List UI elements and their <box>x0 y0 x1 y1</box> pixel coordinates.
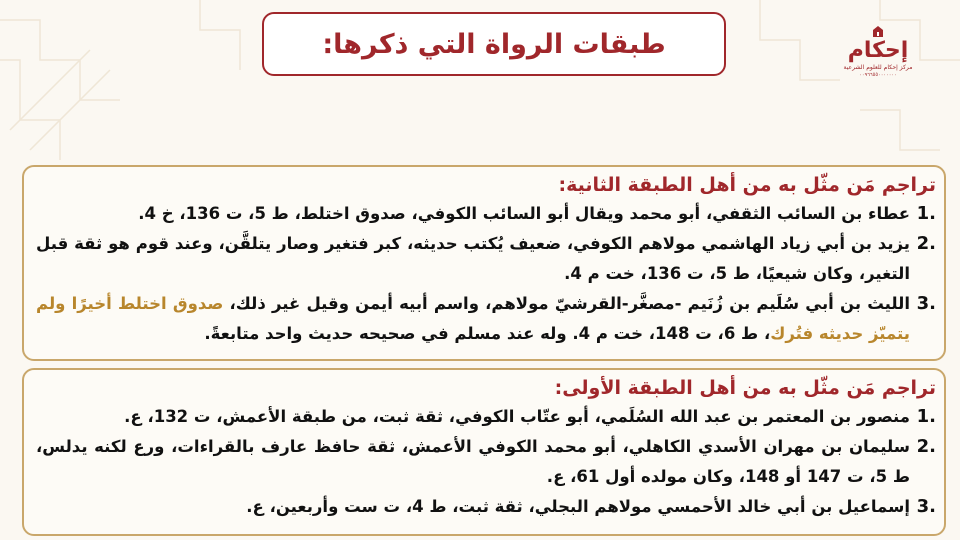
list-item <box>36 432 936 492</box>
list-item <box>36 402 936 432</box>
item-text: يزيد بن أبي زياد الهاشمي مولاهم الكوفي، ضعيف يُكتب حديثه، كبر فتغير وصار يتلقَّن، وعند قوم هو ثقة قبل التغير، وكان شيعيًا، ط 5، ت 136، خت م 4. <box>36 234 910 283</box>
item-number: .1 <box>916 203 936 224</box>
list-item <box>36 289 936 349</box>
item-number: .1 <box>916 406 936 427</box>
list-item <box>36 199 936 229</box>
item-text-highlight: صدوق اختلط أخيرًا ولم يتميّز حديثه فتُرك <box>36 294 910 343</box>
panel-first-tier <box>22 368 946 536</box>
item-text: منصور بن المعتمر بن عبد الله السُلَمي، أبو عتّاب الكوفي، ثقة ثبت، من طبقة الأعمش، ت 132، ع. <box>124 407 910 426</box>
item-text: سليمان بن مهران الأسدي الكاهلي، أبو محمد الكوفي الأعمش، ثقة حافظ عارف بالقراءات، ورع لكنه يدلس، ط 5، ت 147 أو 148، وكان مولده أول 61، ع. <box>36 437 910 486</box>
item-text: إسماعيل بن أبي خالد الأحمسي مولاهم البجلي، ثقة ثبت، ط 4، ت ست وأربعين، ع. <box>246 497 910 516</box>
list-item <box>36 229 936 289</box>
item-number: .2 <box>916 436 936 457</box>
item-text <box>36 289 910 349</box>
item-text-before: الليث بن أبي سُلَيم بن زُنَيم -مصغَّر-القرشيّ مولاهم، واسم أبيه أيمن وقيل غير ذلك، <box>223 294 910 313</box>
panel-heading: تراجم مَن مثّل به من أهل الطبقة الأولى: <box>554 377 936 399</box>
item-number: .3 <box>916 293 936 314</box>
panel-second-tier <box>22 165 946 361</box>
list-item <box>36 492 936 522</box>
logo-subtitle: مركز إحكام للعلوم الشرعية <box>843 64 913 71</box>
logo-mark: إحكام <box>847 38 909 63</box>
title-box <box>262 12 726 76</box>
panel-heading: تراجم مَن مثّل به من أهل الطبقة الثانية: <box>558 174 936 196</box>
item-text: عطاء بن السائب الثقفي، أبو محمد ويقال أبو السائب الكوفي، صدوق اختلط، ط 5، ت 136، خ 4. <box>138 204 910 223</box>
item-number: .2 <box>916 233 936 254</box>
item-text-after: ، ط 6، ت 148، خت م 4. وله عند مسلم في صحيحه حديث واحد متابعةً. <box>204 324 771 343</box>
item-number: .3 <box>916 496 936 517</box>
logo-small-text: ٠٠٩٦٦٥٥٠٠٠٠٠٠٠ <box>859 72 897 78</box>
slide-title: طبقات الرواة التي ذكرها: <box>322 28 666 60</box>
lamp-icon <box>871 26 885 38</box>
logo <box>843 26 913 92</box>
